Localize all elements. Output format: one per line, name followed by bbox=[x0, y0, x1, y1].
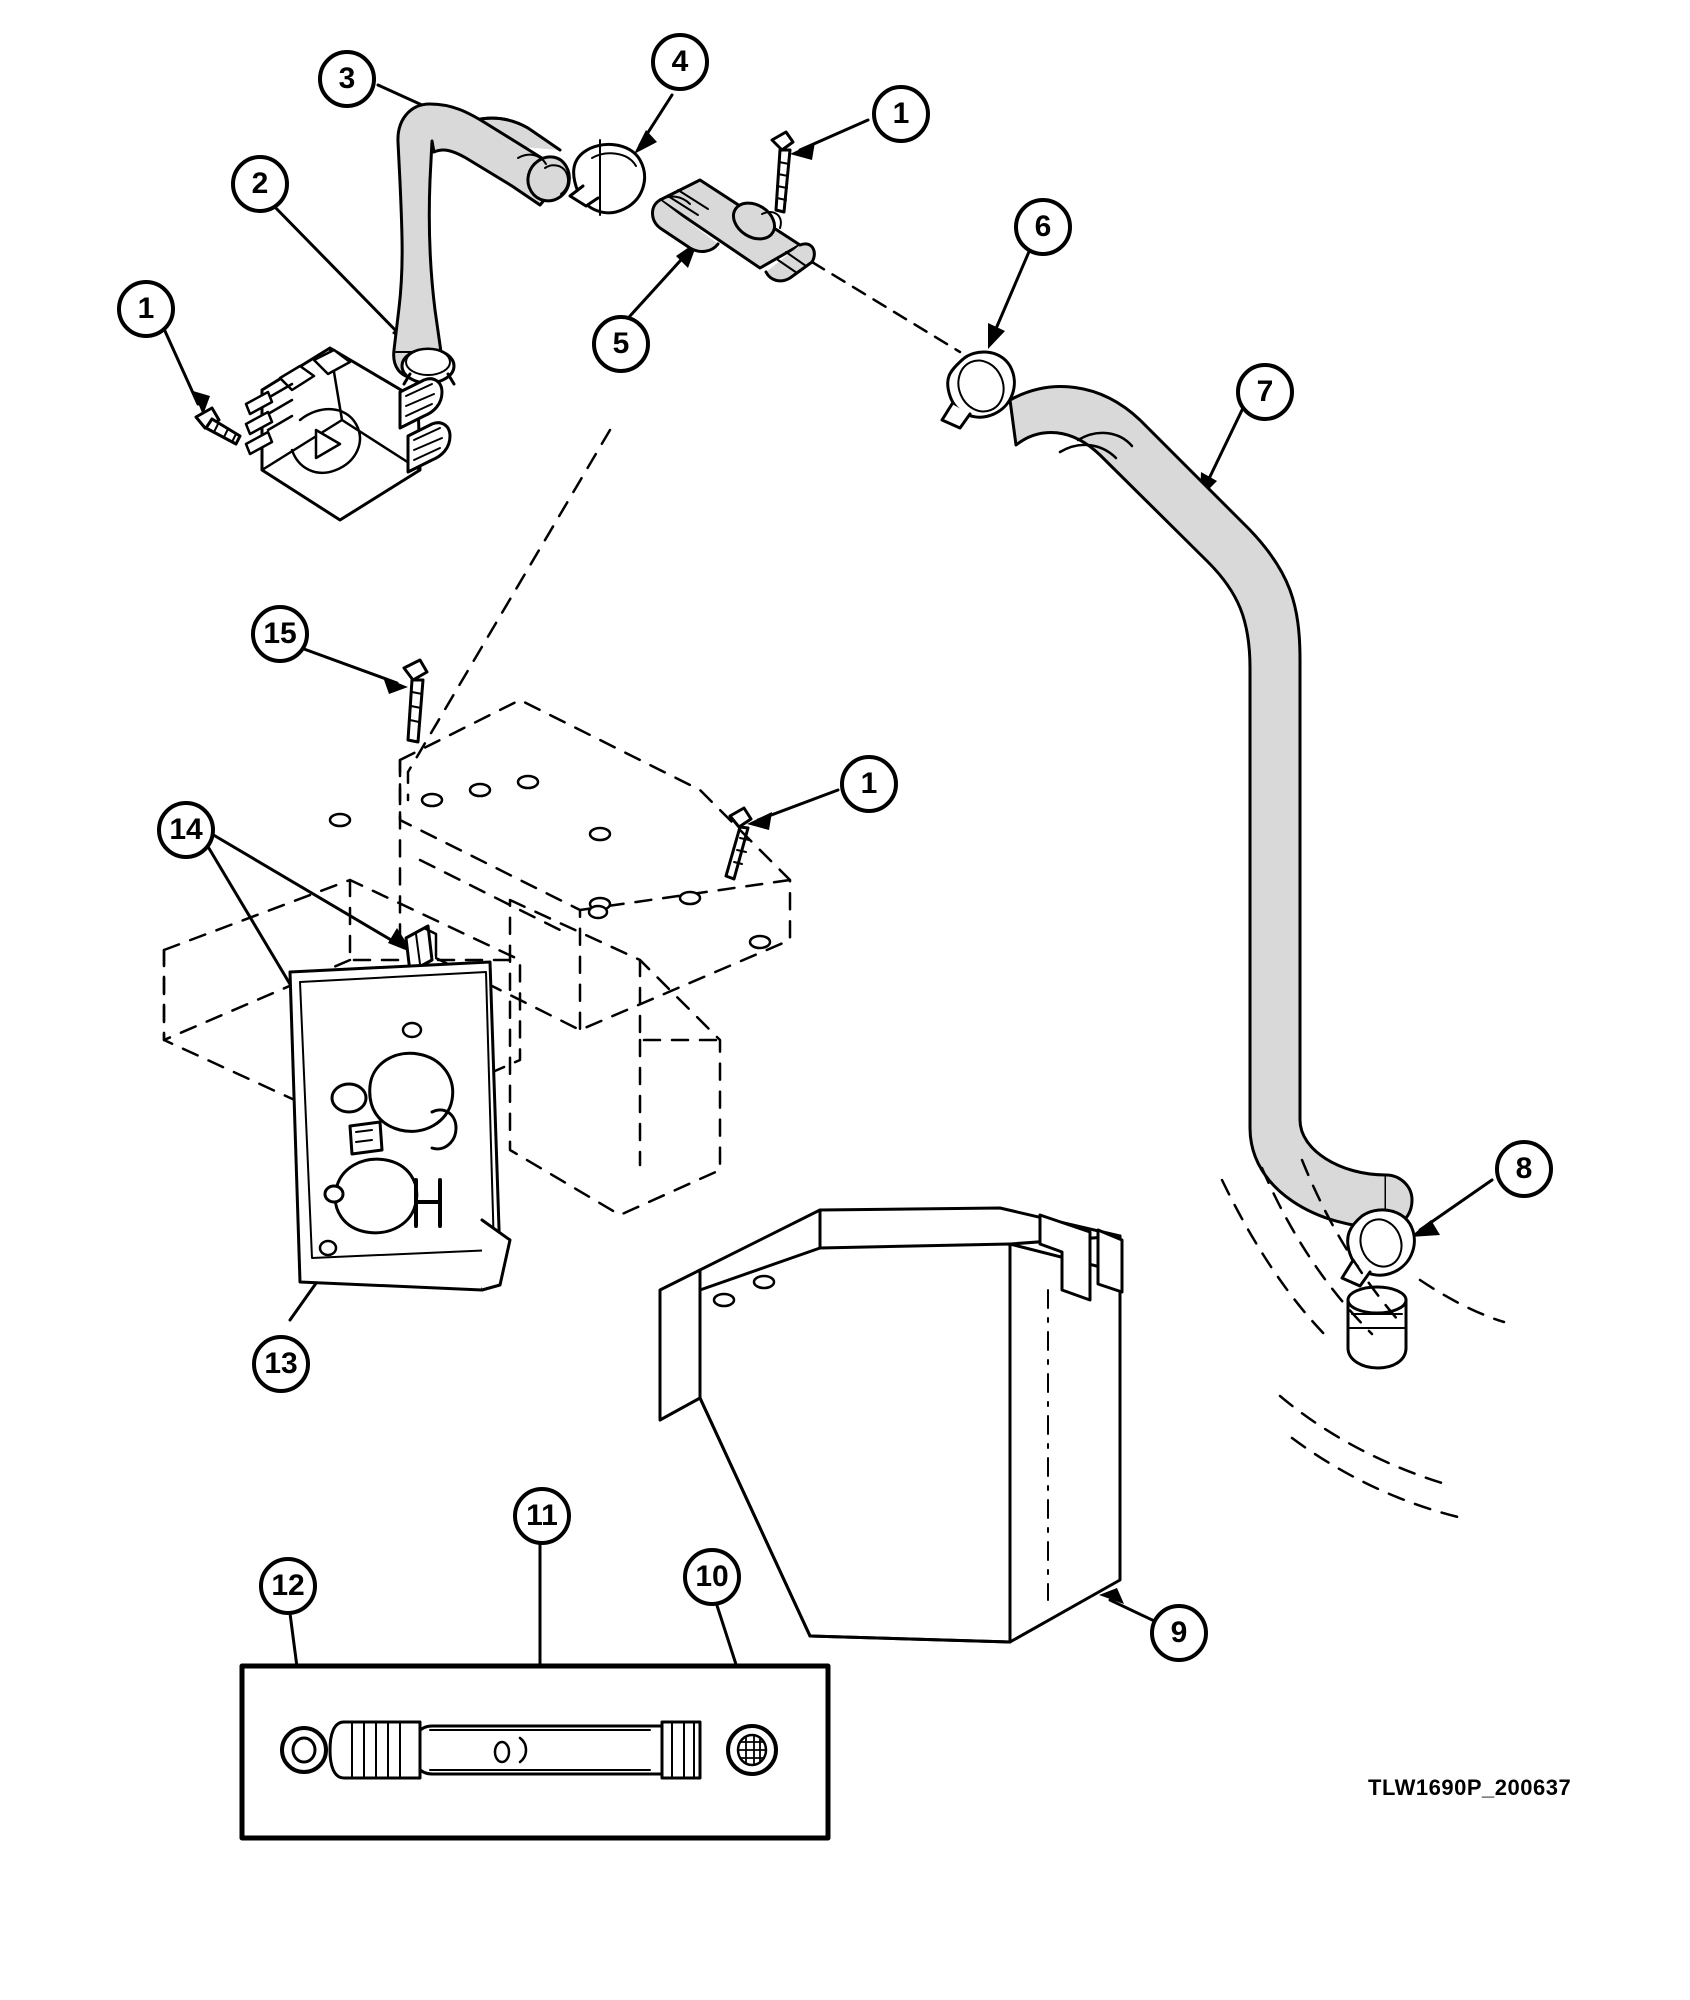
part-tee-fitting bbox=[653, 180, 961, 352]
callout-4[interactable]: 4 bbox=[651, 33, 709, 91]
callout-8[interactable]: 8 bbox=[1495, 1140, 1553, 1198]
part-screw-mounting bbox=[404, 660, 427, 742]
part-drain-hose bbox=[1010, 387, 1412, 1228]
callout-2[interactable]: 2 bbox=[231, 155, 289, 213]
callout-7[interactable]: 7 bbox=[1236, 363, 1294, 421]
callout-15[interactable]: 15 bbox=[251, 605, 309, 663]
part-drain-hose-clamp bbox=[1342, 1210, 1414, 1368]
part-hose-clamp-upper bbox=[570, 140, 645, 215]
callout-5[interactable]: 5 bbox=[592, 315, 650, 373]
part-bracket-plate bbox=[290, 962, 510, 1290]
part-screen-filter bbox=[728, 1726, 776, 1774]
callout-1c[interactable]: 1 bbox=[840, 755, 898, 813]
part-fill-hose bbox=[330, 1722, 700, 1778]
part-screw-left bbox=[196, 408, 240, 444]
part-inlet-hose-upper bbox=[394, 104, 570, 378]
callout-1a[interactable]: 1 bbox=[872, 85, 930, 143]
figure-code-label: TLW1690P_200637 bbox=[1368, 1775, 1572, 1800]
part-hose-clamp-outlet bbox=[942, 352, 1014, 428]
callout-1b[interactable]: 1 bbox=[117, 280, 175, 338]
callout-14[interactable]: 14 bbox=[157, 801, 215, 859]
callout-6[interactable]: 6 bbox=[1014, 198, 1072, 256]
callout-12[interactable]: 12 bbox=[259, 1557, 317, 1615]
callout-10[interactable]: 10 bbox=[683, 1548, 741, 1606]
callout-9[interactable]: 9 bbox=[1150, 1604, 1208, 1662]
callout-3[interactable]: 3 bbox=[318, 50, 376, 108]
part-screw-top bbox=[772, 132, 793, 212]
callout-13[interactable]: 13 bbox=[252, 1335, 310, 1393]
callout-11[interactable]: 11 bbox=[513, 1487, 571, 1545]
chassis-holes bbox=[330, 776, 770, 948]
part-washer-flat bbox=[282, 1728, 326, 1772]
